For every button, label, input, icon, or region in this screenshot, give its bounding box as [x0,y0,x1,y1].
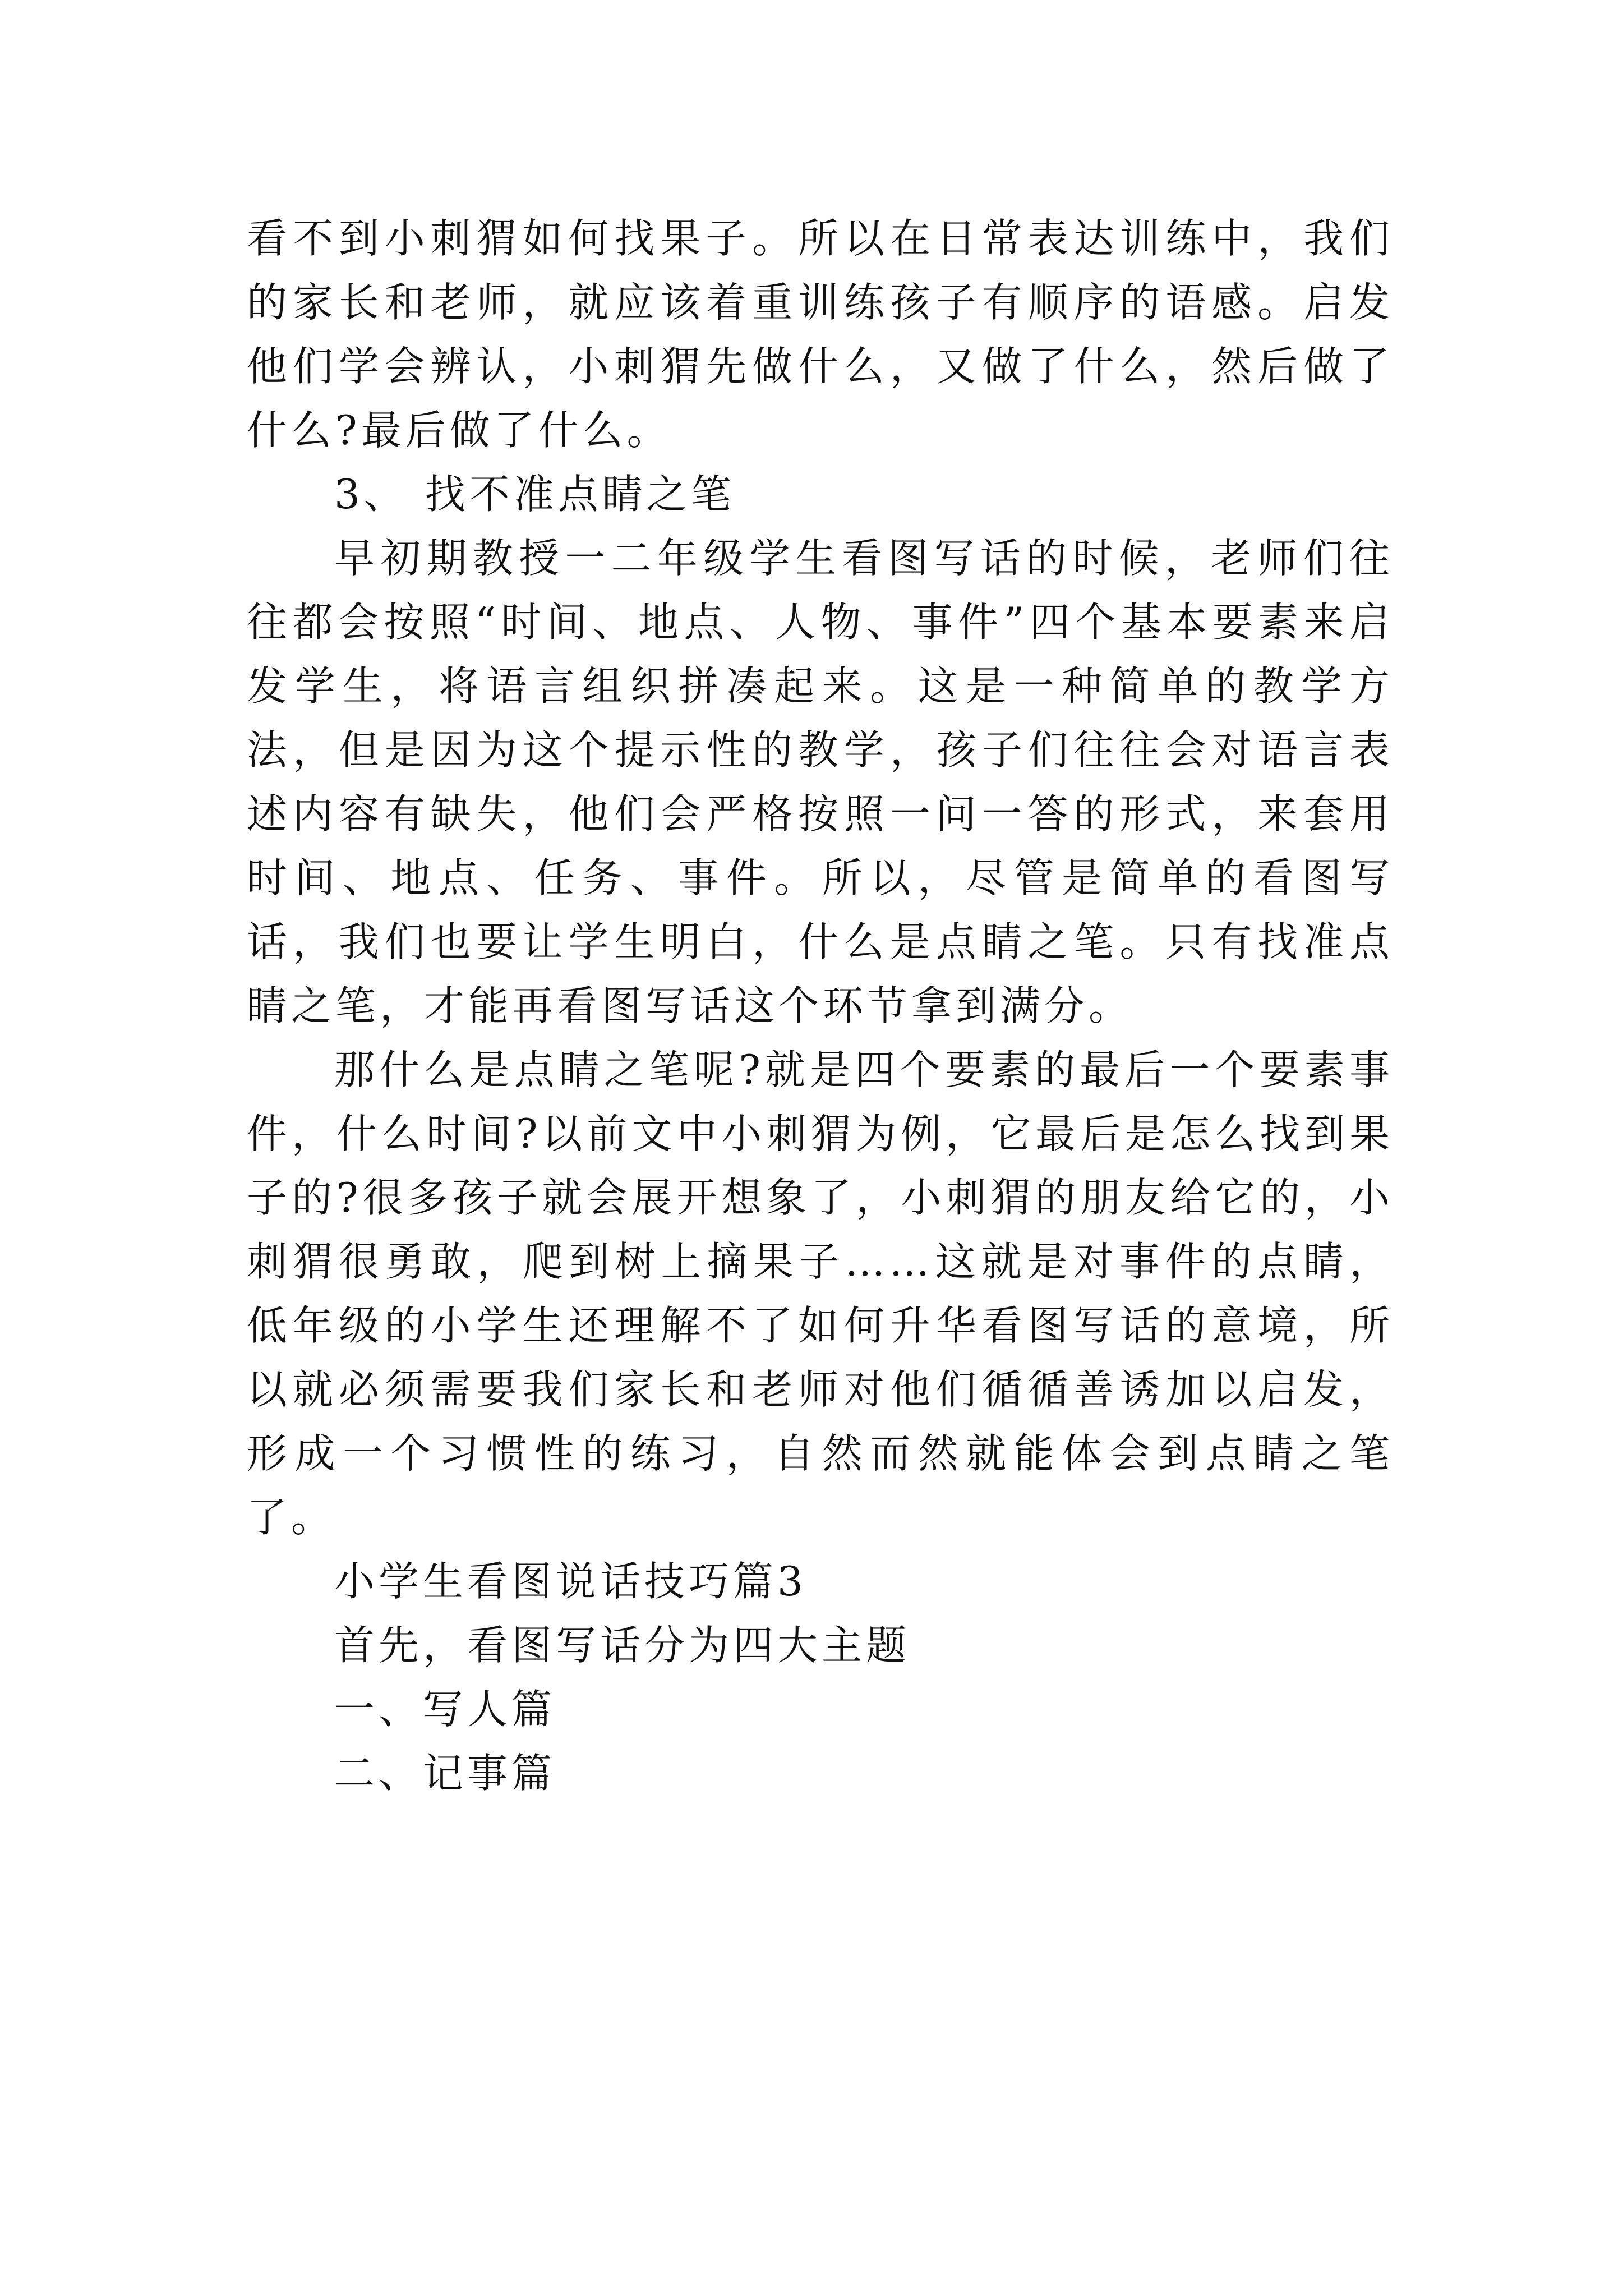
paragraph-four-themes: 首先，看图写话分为四大主题 [334,1622,911,1669]
document-body [247,206,1394,1805]
article-title-part-3: 小学生看图说话技巧篇3 [334,1558,807,1605]
list-item-people: 一、写人篇 [334,1686,556,1733]
paragraph-continued-text: 看不到小刺猬如何找果子。所以在日常表达训练中，我们的家长和老师，就应该着重训练孩子有顺序的语感。启发他们学会辨认，小刺猬先做什么，又做了什么，然后做了什么?最后做了什么。 [247,215,1394,454]
list-item-events: 二、记事篇 [334,1750,556,1797]
section-heading-3: 3、 找不准点睛之笔 [334,471,735,518]
paragraph-teaching-method: 早初期教授一二年级学生看图写话的时候，老师们往往都会按照“时间、地点、人物、事件”四个基本要素来启发学生，将语言组织拼凑起来。这是一种简单的教学方法，但是因为这个提示性的教学，孩子们往往会对语言表述内容有缺失，他们会严格按照一问一答的形式，来套用时间、地点、任务、事件。所以，尽管是简单的看图写话，我们也要让学生明白，什么是点睛之笔。只有找准点睛之笔，才能再看图写话这个环节拿到满分。 [247,535,1394,1029]
paragraph-finishing-touch: 那什么是点睛之笔呢?就是四个要素的最后一个要素事件，什么时间?以前文中小刺猬为例，它最后是怎么找到果子的?很多孩子就会展开想象了，小刺猬的朋友给它的，小刺猬很勇敢，爬到树上摘果子……这就是对事件的点睛，低年级的小学生还理解不了如何升华看图写话的意境，所以就必须需要我们家长和老师对他们循循善诱加以启发，形成一个习惯性的练习，自然而然就能体会到点睛之笔了。 [247,1046,1394,1541]
